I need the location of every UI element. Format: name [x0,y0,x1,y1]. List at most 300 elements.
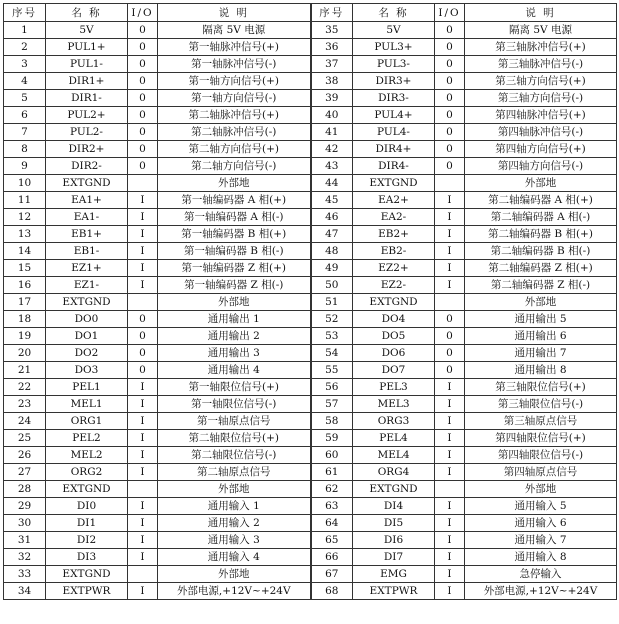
io-type-cell [435,175,465,192]
io-type-cell: I [435,379,465,396]
io-type-cell: I [435,464,465,481]
io-type-cell [435,294,465,311]
signal-name-cell: DI0 [46,498,128,515]
table-row [4,481,617,498]
signal-name-cell: DIR3+ [353,73,435,90]
table-row [4,192,617,209]
pin-number-cell: 29 [4,498,46,515]
io-type-cell: 0 [128,90,158,107]
signal-name-cell: EZ2+ [353,260,435,277]
pin-number-cell: 21 [4,362,46,379]
description-cell: 第二轴方向信号(+) [158,141,311,158]
pin-definition-table [3,3,617,600]
io-type-cell: I [128,277,158,294]
signal-name-cell: DO3 [46,362,128,379]
io-type-cell: I [435,413,465,430]
pin-number-cell: 30 [4,515,46,532]
signal-name-cell: EXTGND [353,294,435,311]
signal-name-cell: EZ1+ [46,260,128,277]
description-cell: 第三轴方向信号(+) [465,73,617,90]
pin-number-cell: 47 [311,226,353,243]
table-header-row [4,4,617,22]
signal-name-cell: DIR4+ [353,141,435,158]
description-cell: 外部地 [158,566,311,583]
io-type-cell: I [435,209,465,226]
pin-number-cell: 45 [311,192,353,209]
io-type-cell: I [128,498,158,515]
description-cell: 第二轴编码器 B 相(-) [465,243,617,260]
pin-number-cell: 8 [4,141,46,158]
description-cell: 通用输出 5 [465,311,617,328]
pin-number-cell: 14 [4,243,46,260]
io-type-cell: 0 [128,107,158,124]
signal-name-cell: EB2- [353,243,435,260]
io-type-cell: 0 [435,107,465,124]
signal-name-cell: ORG3 [353,413,435,430]
pin-number-cell: 3 [4,56,46,73]
pin-number-cell: 44 [311,175,353,192]
signal-name-cell: DIR2+ [46,141,128,158]
table-row [4,498,617,515]
signal-name-cell: EZ1- [46,277,128,294]
signal-name-cell: EB2+ [353,226,435,243]
pin-number-cell: 55 [311,362,353,379]
pin-number-cell: 12 [4,209,46,226]
pin-number-cell: 54 [311,345,353,362]
description-cell: 通用输出 6 [465,328,617,345]
signal-name-cell: DIR1- [46,90,128,107]
pin-number-cell: 36 [311,39,353,56]
signal-name-cell: DIR2- [46,158,128,175]
io-type-cell: I [435,566,465,583]
signal-name-cell: PUL3- [353,56,435,73]
signal-name-cell: MEL1 [46,396,128,413]
signal-name-cell: 5V [353,22,435,39]
description-cell: 第一轴原点信号 [158,413,311,430]
io-type-cell: I [128,209,158,226]
io-type-cell: I [435,226,465,243]
pin-number-cell: 43 [311,158,353,175]
description-cell: 第三轴脉冲信号(+) [465,39,617,56]
pin-number-cell: 25 [4,430,46,447]
description-cell: 第一轴方向信号(-) [158,90,311,107]
table-row [4,243,617,260]
description-cell: 急停输入 [465,566,617,583]
description-cell: 第二轴脉冲信号(+) [158,107,311,124]
io-type-cell: I [435,532,465,549]
table-row [4,464,617,481]
pin-number-cell: 26 [4,447,46,464]
io-type-cell: I [435,243,465,260]
signal-name-cell: EXTGND [353,481,435,498]
description-cell: 第二轴编码器 Z 相(-) [465,277,617,294]
pin-number-cell: 53 [311,328,353,345]
pin-number-cell: 64 [311,515,353,532]
pin-number-cell: 24 [4,413,46,430]
pin-number-cell: 50 [311,277,353,294]
signal-name-cell: PUL3+ [353,39,435,56]
table-row [4,328,617,345]
io-type-cell: I [128,243,158,260]
table-row [4,158,617,175]
io-type-cell: I [435,396,465,413]
io-type-cell: 0 [435,124,465,141]
io-type-cell: 0 [128,22,158,39]
io-type-cell: I [128,515,158,532]
description-cell: 通用输入 3 [158,532,311,549]
io-type-cell: 0 [435,56,465,73]
description-cell: 第一轴限位信号(+) [158,379,311,396]
description-cell: 第二轴脉冲信号(-) [158,124,311,141]
pin-number-cell: 46 [311,209,353,226]
description-cell: 第二轴方向信号(-) [158,158,311,175]
io-type-cell: I [128,379,158,396]
io-type-cell: 0 [128,328,158,345]
signal-name-cell: DO6 [353,345,435,362]
table-row [4,413,617,430]
pin-number-cell: 11 [4,192,46,209]
description-cell: 第一轴编码器 Z 相(-) [158,277,311,294]
table-row [4,345,617,362]
io-type-cell: 0 [128,73,158,90]
io-type-cell: 0 [435,141,465,158]
signal-name-cell: DI5 [353,515,435,532]
pin-number-cell: 41 [311,124,353,141]
description-cell: 第二轴限位信号(-) [158,447,311,464]
signal-name-cell: DI6 [353,532,435,549]
header-pin-number: 序号 [4,4,46,22]
pin-number-cell: 23 [4,396,46,413]
io-type-cell: 0 [435,90,465,107]
table-row [4,566,617,583]
signal-name-cell: EXTGND [46,566,128,583]
signal-name-cell: PUL2- [46,124,128,141]
signal-name-cell: EXTPWR [46,583,128,600]
pin-number-cell: 49 [311,260,353,277]
pin-number-cell: 4 [4,73,46,90]
signal-name-cell: DI7 [353,549,435,566]
io-type-cell: I [128,447,158,464]
header-signal-name: 名 称 [353,4,435,22]
signal-name-cell: MEL2 [46,447,128,464]
io-type-cell [128,481,158,498]
pin-number-cell: 35 [311,22,353,39]
signal-name-cell: PEL2 [46,430,128,447]
description-cell: 第一轴限位信号(-) [158,396,311,413]
description-cell: 第二轴限位信号(+) [158,430,311,447]
pin-number-cell: 15 [4,260,46,277]
io-type-cell: I [435,277,465,294]
io-type-cell: I [435,498,465,515]
description-cell: 通用输出 8 [465,362,617,379]
description-cell: 第一轴编码器 Z 相(+) [158,260,311,277]
io-type-cell [128,566,158,583]
pin-number-cell: 39 [311,90,353,107]
description-cell: 第一轴编码器 B 相(-) [158,243,311,260]
signal-name-cell: DI4 [353,498,435,515]
io-type-cell: I [128,396,158,413]
signal-name-cell: EB1- [46,243,128,260]
description-cell: 第一轴方向信号(+) [158,73,311,90]
io-type-cell: I [128,260,158,277]
description-cell: 第三轴限位信号(-) [465,396,617,413]
signal-name-cell: EA1- [46,209,128,226]
description-cell: 第四轴限位信号(+) [465,430,617,447]
io-type-cell: I [128,413,158,430]
table-row [4,73,617,90]
signal-name-cell: DO2 [46,345,128,362]
pin-number-cell: 42 [311,141,353,158]
pin-number-cell: 27 [4,464,46,481]
description-cell: 通用输入 6 [465,515,617,532]
description-cell: 外部地 [465,175,617,192]
pin-number-cell: 52 [311,311,353,328]
io-type-cell: I [128,430,158,447]
pin-number-cell: 66 [311,549,353,566]
signal-name-cell: PUL4+ [353,107,435,124]
io-type-cell: I [128,583,158,600]
pin-number-cell: 16 [4,277,46,294]
pin-number-cell: 34 [4,583,46,600]
pin-number-cell: 20 [4,345,46,362]
io-type-cell: I [128,549,158,566]
signal-name-cell: ORG1 [46,413,128,430]
signal-name-cell: DI3 [46,549,128,566]
signal-name-cell: EXTGND [353,175,435,192]
table-row [4,56,617,73]
pin-number-cell: 1 [4,22,46,39]
header-io: I/O [128,4,158,22]
description-cell: 通用输出 1 [158,311,311,328]
signal-name-cell: EXTPWR [353,583,435,600]
io-type-cell: 0 [128,39,158,56]
signal-name-cell: EXTGND [46,175,128,192]
io-type-cell [128,175,158,192]
pin-number-cell: 2 [4,39,46,56]
io-type-cell [435,481,465,498]
signal-name-cell: ORG4 [353,464,435,481]
io-type-cell: I [128,532,158,549]
description-cell: 第二轴编码器 B 相(+) [465,226,617,243]
io-type-cell: 0 [435,328,465,345]
io-type-cell: I [128,192,158,209]
signal-name-cell: DO4 [353,311,435,328]
table-row [4,583,617,600]
signal-name-cell: EA2- [353,209,435,226]
io-type-cell: 0 [128,141,158,158]
description-cell: 第四轴脉冲信号(-) [465,124,617,141]
description-cell: 第三轴脉冲信号(-) [465,56,617,73]
pin-number-cell: 32 [4,549,46,566]
pin-number-cell: 28 [4,481,46,498]
description-cell: 第一轴编码器 B 相(+) [158,226,311,243]
description-cell: 第三轴方向信号(-) [465,90,617,107]
pin-number-cell: 9 [4,158,46,175]
signal-name-cell: DO0 [46,311,128,328]
pin-number-cell: 5 [4,90,46,107]
io-type-cell: I [128,464,158,481]
table-row [4,379,617,396]
table-row [4,294,617,311]
pin-number-cell: 57 [311,396,353,413]
description-cell: 第四轴限位信号(-) [465,447,617,464]
table-row [4,141,617,158]
description-cell: 第四轴方向信号(-) [465,158,617,175]
table-row [4,362,617,379]
signal-name-cell: PEL4 [353,430,435,447]
io-type-cell: I [435,260,465,277]
description-cell: 第四轴原点信号 [465,464,617,481]
pin-number-cell: 10 [4,175,46,192]
description-cell: 外部电源,+12V~+24V [465,583,617,600]
pin-number-cell: 48 [311,243,353,260]
io-type-cell: 0 [435,158,465,175]
signal-name-cell: PEL1 [46,379,128,396]
io-type-cell: I [128,226,158,243]
pin-number-cell: 51 [311,294,353,311]
signal-name-cell: DI1 [46,515,128,532]
description-cell: 通用输出 4 [158,362,311,379]
table-row [4,447,617,464]
table-row [4,430,617,447]
table-row [4,549,617,566]
io-type-cell: 0 [435,345,465,362]
io-type-cell: 0 [435,22,465,39]
pin-number-cell: 18 [4,311,46,328]
signal-name-cell: PUL1+ [46,39,128,56]
io-type-cell: 0 [128,362,158,379]
description-cell: 外部地 [465,294,617,311]
table-row [4,277,617,294]
description-cell: 通用输出 3 [158,345,311,362]
signal-name-cell: EXTGND [46,481,128,498]
description-cell: 第二轴编码器 A 相(-) [465,209,617,226]
table-row [4,90,617,107]
signal-name-cell: DI2 [46,532,128,549]
signal-name-cell: DIR3- [353,90,435,107]
description-cell: 第一轴编码器 A 相(-) [158,209,311,226]
description-cell: 第三轴原点信号 [465,413,617,430]
table-row [4,311,617,328]
pin-number-cell: 59 [311,430,353,447]
signal-name-cell: EMG [353,566,435,583]
description-cell: 通用输入 7 [465,532,617,549]
pin-number-cell: 19 [4,328,46,345]
description-cell: 外部地 [158,294,311,311]
pin-number-cell: 40 [311,107,353,124]
header-io: I/O [435,4,465,22]
signal-name-cell: MEL4 [353,447,435,464]
description-cell: 第一轴脉冲信号(-) [158,56,311,73]
table-row [4,22,617,39]
signal-name-cell: EZ2- [353,277,435,294]
table-row [4,175,617,192]
table-row [4,260,617,277]
signal-name-cell: PUL4- [353,124,435,141]
pin-number-cell: 33 [4,566,46,583]
io-type-cell: I [435,549,465,566]
signal-name-cell: PUL2+ [46,107,128,124]
pin-number-cell: 65 [311,532,353,549]
io-type-cell: 0 [128,345,158,362]
description-cell: 隔离 5V 电源 [465,22,617,39]
signal-name-cell: DIR4- [353,158,435,175]
header-description: 说 明 [465,4,617,22]
table-row [4,107,617,124]
description-cell: 通用输出 2 [158,328,311,345]
pin-number-cell: 63 [311,498,353,515]
signal-name-cell: DO5 [353,328,435,345]
pin-number-cell: 7 [4,124,46,141]
pin-number-cell: 38 [311,73,353,90]
signal-name-cell: PUL1- [46,56,128,73]
table-row [4,515,617,532]
io-type-cell: 0 [128,56,158,73]
description-cell: 第四轴脉冲信号(+) [465,107,617,124]
io-type-cell: 0 [128,124,158,141]
description-cell: 第二轴编码器 Z 相(+) [465,260,617,277]
io-type-cell: 0 [435,311,465,328]
pin-number-cell: 56 [311,379,353,396]
table-row [4,532,617,549]
pin-number-cell: 58 [311,413,353,430]
pin-number-cell: 37 [311,56,353,73]
pin-number-cell: 62 [311,481,353,498]
description-cell: 隔离 5V 电源 [158,22,311,39]
signal-name-cell: DIR1+ [46,73,128,90]
description-cell: 外部地 [158,175,311,192]
signal-name-cell: MEL3 [353,396,435,413]
description-cell: 通用输入 4 [158,549,311,566]
io-type-cell: 0 [435,73,465,90]
description-cell: 通用输入 5 [465,498,617,515]
header-description: 说 明 [158,4,311,22]
signal-name-cell: ORG2 [46,464,128,481]
description-cell: 通用输入 8 [465,549,617,566]
signal-name-cell: 5V [46,22,128,39]
pin-number-cell: 17 [4,294,46,311]
pin-number-cell: 68 [311,583,353,600]
description-cell: 第二轴原点信号 [158,464,311,481]
table-row [4,39,617,56]
description-cell: 外部电源,+12V~+24V [158,583,311,600]
description-cell: 第三轴限位信号(+) [465,379,617,396]
pin-number-cell: 60 [311,447,353,464]
io-type-cell: 0 [128,158,158,175]
description-cell: 通用输入 2 [158,515,311,532]
description-cell: 第四轴方向信号(+) [465,141,617,158]
io-type-cell: I [435,447,465,464]
io-type-cell: I [435,192,465,209]
signal-name-cell: PEL3 [353,379,435,396]
header-signal-name: 名 称 [46,4,128,22]
pin-number-cell: 67 [311,566,353,583]
header-pin-number: 序号 [311,4,353,22]
pin-number-cell: 31 [4,532,46,549]
table-row [4,209,617,226]
io-type-cell: I [435,430,465,447]
description-cell: 通用输入 1 [158,498,311,515]
signal-name-cell: EA2+ [353,192,435,209]
signal-name-cell: EA1+ [46,192,128,209]
description-cell: 通用输出 7 [465,345,617,362]
description-cell: 第一轴编码器 A 相(+) [158,192,311,209]
table-row [4,396,617,413]
io-type-cell: 0 [435,39,465,56]
signal-name-cell: DO7 [353,362,435,379]
pin-number-cell: 22 [4,379,46,396]
pin-number-cell: 6 [4,107,46,124]
